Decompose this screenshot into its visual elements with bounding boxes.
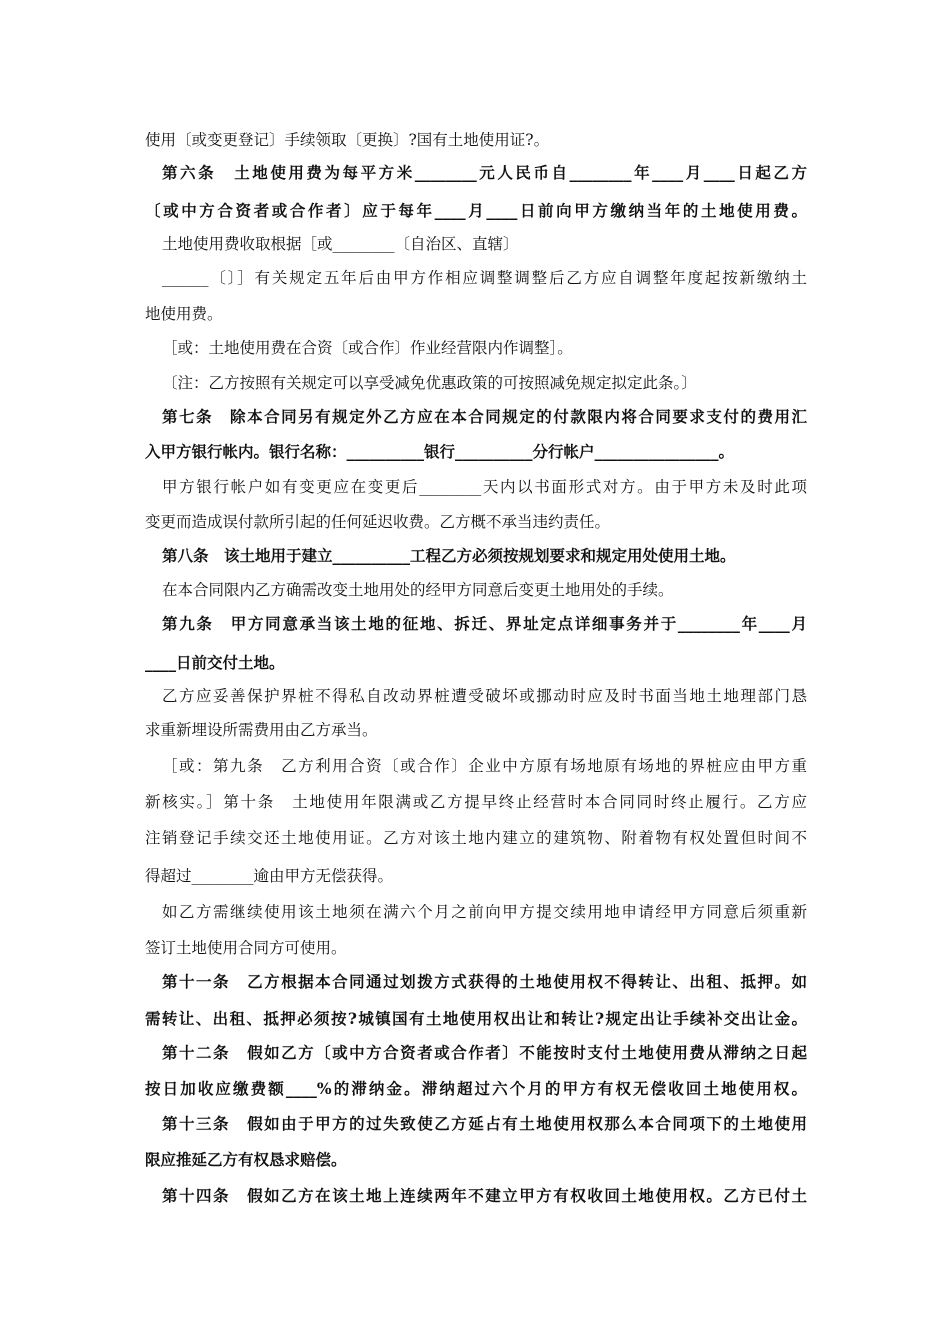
text-line: 〔注：乙方按照有关规定可以享受减免优惠政策的可按照减免规定拟定此条。〕: [162, 374, 697, 392]
text-line: ____日前交付土地。: [145, 653, 285, 672]
text-line: 甲方银行帐户如有变更应在变更后________天内以书面形式对方。由于甲方未及时此项: [162, 478, 807, 496]
text-line: 第七条 除本合同另有规定外乙方应在本合同规定的付款限内将合同要求支付的费用汇: [162, 407, 807, 426]
text-line: 第十四条 假如乙方在该土地上连续两年不建立甲方有权收回土地使用权。乙方已付土: [162, 1186, 807, 1205]
text-line: 按日加收应缴费额____%的滞纳金。滞纳超过六个月的甲方有权无偿收回土地使用权。: [145, 1079, 807, 1098]
text-line: 得超过________逾由甲方无偿获得。: [145, 867, 394, 885]
text-line: 新核实。］第十条 土地使用年限满或乙方提早终止经营时本合同同时终止履行。乙方应: [145, 793, 807, 811]
text-line: 乙方应妥善保护界桩不得私自改动界桩遭受破坏或挪动时应及时书面当地土地理部门恳: [162, 687, 807, 705]
text-line: 如乙方需继续使用该土地须在满六个月之前向甲方提交续用地申请经甲方同意后须重新: [162, 903, 807, 921]
text-line: 签订土地使用合同方可使用。: [145, 939, 347, 957]
text-line: 地使用费。: [145, 305, 223, 323]
text-line: 在本合同限内乙方确需改变土地用处的经甲方同意后变更土地用处的手续。: [162, 581, 674, 599]
text-line: 第六条 土地使用费为每平方米________元人民币自________年____月____日起乙方: [162, 163, 807, 182]
text-line: 第九条 甲方同意承当该土地的征地、拆迁、界址定点详细事务并于________年____月: [162, 614, 807, 633]
text-line: 第十一条 乙方根据本合同通过划拨方式获得的土地使用权不得转让、出租、抵押。如: [162, 972, 807, 991]
text-line: 〔或中方合资者或合作者〕应于每年____月____日前向甲方缴纳当年的土地使用费。: [145, 201, 807, 220]
text-line: 求重新埋设所需费用由乙方承当。: [145, 721, 378, 739]
text-line: 第十二条 假如乙方〔或中方合资者或合作者〕不能按时支付土地使用费从滞纳之日起: [162, 1043, 807, 1062]
text-line: 使用〔或变更登记〕手续领取〔更换〕?国有土地使用证?。: [145, 131, 550, 149]
text-line: 需转让、出租、抵押必须按?城镇国有土地使用权出让和转让?规定出让手续补交出让金。: [145, 1009, 807, 1028]
text-line: 限应推延乙方有权恳求赔偿。: [145, 1150, 347, 1169]
text-line: 注销登记手续交还土地使用证。乙方对该土地内建立的建筑物、附着物有权处置但时间不: [145, 829, 807, 847]
text-line: 变更而造成误付款所引起的任何延迟收费。乙方概不承当违约责任。: [145, 513, 611, 531]
text-line: 土地使用费收取根据［或________〔自治区、直辖〕: [162, 235, 519, 253]
text-line: ［或：第九条 乙方利用合资〔或合作〕企业中方原有场地原有场地的界桩应由甲方重: [162, 757, 807, 775]
text-line: ［或：土地使用费在合资〔或合作〕作业经营限内作调整］。: [162, 339, 573, 357]
text-line: 第八条 该土地用于建立__________工程乙方必须按规划要求和规定用处使用土地。: [162, 546, 736, 565]
text-line: 入甲方银行帐内。银行名称：__________银行__________分行帐户________________。: [145, 442, 735, 461]
text-line: ______〔〕］有关规定五年后由甲方作相应调整调整后乙方应自调整年度起按新缴纳土: [162, 269, 807, 287]
text-line: 第十三条 假如由于甲方的过失致使乙方延占有土地使用权那么本合同项下的土地使用: [162, 1114, 807, 1133]
